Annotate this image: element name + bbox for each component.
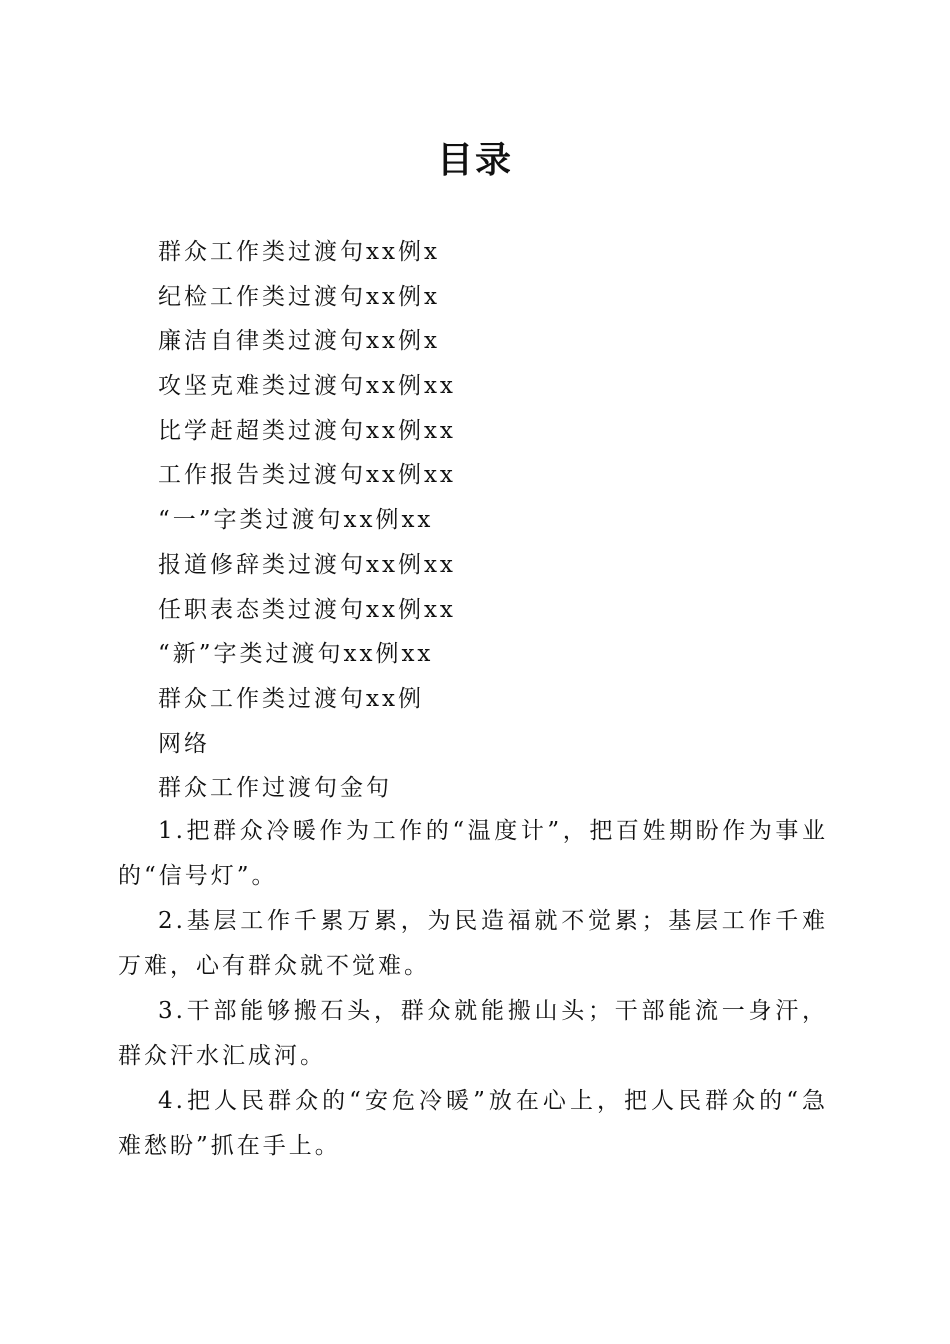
toc-item: 纪检工作类过渡句xx例x bbox=[158, 283, 440, 310]
page-title: 目录 bbox=[436, 139, 513, 181]
body-paragraph: 4.把人民群众的“安危冷暖”放在心上，把人民群众的“急难愁盼”抓在手上。 bbox=[118, 1088, 828, 1159]
toc-item: 工作报告类过渡句xx例xx bbox=[158, 462, 456, 489]
toc-item: 廉洁自律类过渡句xx例x bbox=[158, 328, 440, 355]
table-of-contents bbox=[158, 230, 838, 811]
toc-item: “新”字类过渡句xx例xx bbox=[158, 641, 434, 668]
body-text bbox=[118, 809, 828, 1169]
body-paragraph: 3.干部能够搬石头，群众就能搬山头；干部能流一身汗，群众汗水汇成河。 bbox=[118, 998, 828, 1069]
body-paragraph: 2.基层工作千累万累，为民造福就不觉累；基层工作千难万难，心有群众就不觉难。 bbox=[118, 908, 828, 979]
toc-item: 群众工作类过渡句xx例 bbox=[158, 685, 424, 712]
toc-item: 比学赶超类过渡句xx例xx bbox=[158, 417, 456, 444]
toc-item: 群众工作类过渡句xx例x bbox=[158, 239, 440, 265]
toc-item: “一”字类过渡句xx例xx bbox=[158, 507, 434, 534]
toc-item: 网络 bbox=[158, 730, 210, 757]
toc-item: 报道修辞类过渡句xx例xx bbox=[158, 551, 456, 578]
body-paragraph: 1.把群众冷暖作为工作的“温度计”，把百姓期盼作为事业的“信号灯”。 bbox=[118, 818, 828, 889]
toc-item: 群众工作过渡句金句 bbox=[158, 775, 392, 802]
toc-item: 任职表态类过渡句xx例xx bbox=[158, 596, 456, 623]
toc-item: 攻坚克难类过渡句xx例xx bbox=[158, 373, 456, 400]
